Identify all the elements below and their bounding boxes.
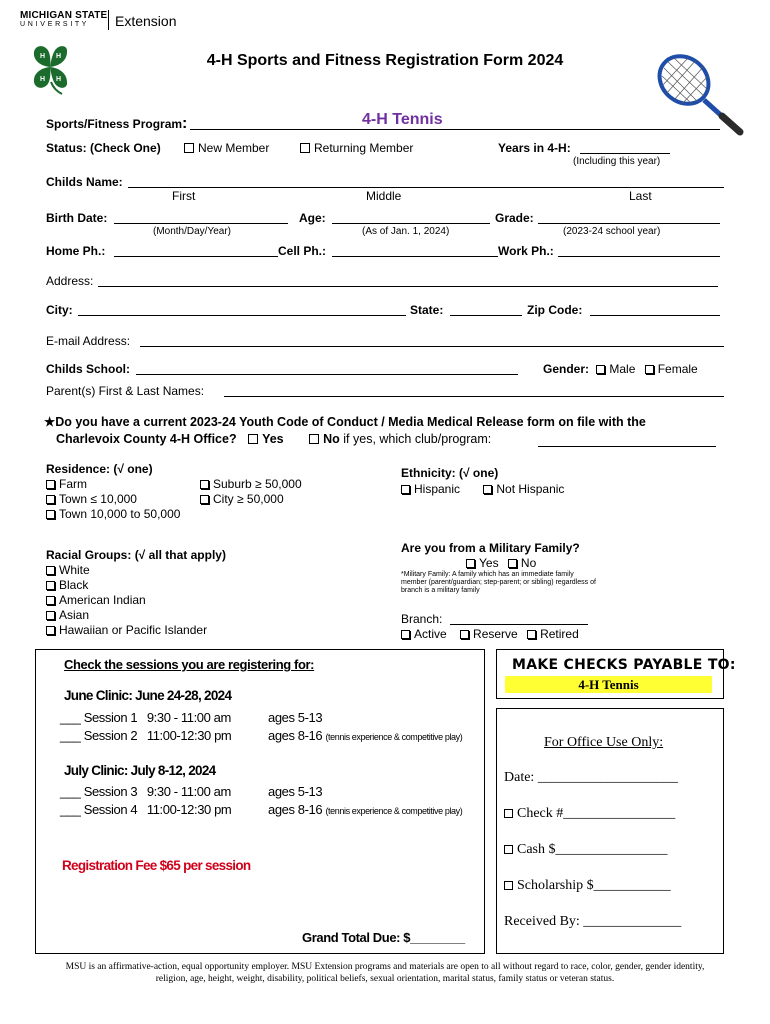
parents-label: Parent(s) First & Last Names: xyxy=(46,384,205,398)
office-check[interactable]: Check #________________ xyxy=(504,806,675,822)
june-clinic-title: June Clinic: June 24-28, 2024 xyxy=(64,688,232,703)
conduct-question: ★Do you have a current 2023-24 Youth Code of Conduct / Media Medical Release form on file with the xyxy=(44,415,646,429)
years-label: Years in 4-H: xyxy=(498,141,571,155)
gender-label: Gender: xyxy=(543,362,590,376)
email-field[interactable] xyxy=(140,334,724,347)
male-label: Male xyxy=(609,362,636,376)
state-label: State: xyxy=(410,303,444,317)
session-4-ages: ages 8-16 (tennis experience & competitive play) xyxy=(268,802,463,817)
svg-text:H: H xyxy=(40,76,46,83)
program-label: Sports/Fitness Program xyxy=(46,117,183,131)
school-field[interactable] xyxy=(136,362,518,375)
military-options: Yes No xyxy=(466,556,536,570)
retired-checkbox[interactable] xyxy=(527,630,536,639)
last-note: Last xyxy=(629,189,652,203)
reserve-checkbox[interactable] xyxy=(460,630,469,639)
parents-field[interactable] xyxy=(224,384,724,397)
residence-city[interactable]: City ≥ 50,000 xyxy=(200,492,284,506)
cell-phone-label: Cell Ph.: xyxy=(278,244,327,258)
logo-divider xyxy=(108,10,109,30)
checks-payable-label: MAKE CHECKS PAYABLE TO: xyxy=(512,657,736,673)
racial-item[interactable]: American Indian xyxy=(46,593,207,608)
page-title: 4-H Sports and Fitness Registration Form 2024 xyxy=(206,52,564,69)
middle-note: Middle xyxy=(366,189,402,203)
ethnicity-label: Ethnicity: (√ one) xyxy=(401,466,499,480)
office-scholarship[interactable]: Scholarship $___________ xyxy=(504,878,671,894)
session-3-row[interactable]: ___ Session 3 9:30 - 11:00 am xyxy=(60,784,231,799)
svg-text:H: H xyxy=(40,53,46,60)
address-field[interactable] xyxy=(98,274,718,287)
residence-label: Residence: (√ one) xyxy=(46,462,153,476)
office-date[interactable]: Date: ____________________ xyxy=(504,770,678,785)
office-cash-checkbox[interactable] xyxy=(504,845,513,854)
zip-field[interactable] xyxy=(590,303,720,316)
military-yes-checkbox[interactable] xyxy=(466,559,475,568)
session-2-ages: ages 8-16 (tennis experience & competitive play) xyxy=(268,728,463,743)
military-note: *Military Family: A family which has an immediate family member (parent/guardian; step-parent; or sibling) regardless of branch is a military family xyxy=(401,571,596,594)
grade-note: (2023-24 school year) xyxy=(563,226,661,237)
grade-field[interactable] xyxy=(538,211,720,224)
program-field[interactable] xyxy=(190,112,720,130)
childs-name-field[interactable] xyxy=(128,175,724,188)
star-icon: ★ xyxy=(44,415,56,429)
age-field[interactable] xyxy=(332,211,490,224)
age-note: (As of Jan. 1, 2024) xyxy=(362,226,450,237)
email-label: E-mail Address: xyxy=(46,334,131,348)
residence-farm[interactable]: Farm xyxy=(46,477,87,491)
birth-label: Birth Date: xyxy=(46,211,108,225)
returning-member-option[interactable]: Returning Member xyxy=(300,141,413,155)
office-check-checkbox[interactable] xyxy=(504,809,513,818)
work-phone-label: Work Ph.: xyxy=(498,244,554,258)
session-4-row[interactable]: ___ Session 4 11:00-12:30 pm xyxy=(60,802,232,817)
racial-item[interactable]: Black xyxy=(46,578,207,593)
conduct-answer-row: Charlevoix County 4-H Office? Yes No if yes, which club/program: xyxy=(56,432,492,446)
new-member-option[interactable]: New Member xyxy=(184,141,269,155)
footer-disclaimer: MSU is an affirmative-action, equal opportunity employer. MSU Extension programs and materials are open to all without regard to race, color, gender, gender identity, religion, age, height, weight, disability, political beliefs, sexual orientation, marital status, family status or veteran status. xyxy=(65,962,705,984)
msu-name: MICHIGAN STATE xyxy=(20,10,108,21)
branch-options: Active Reserve Retired xyxy=(401,627,579,641)
new-member-checkbox[interactable] xyxy=(184,143,194,153)
session-2-row[interactable]: ___ Session 2 11:00-12:30 pm xyxy=(60,728,232,743)
club-program-field[interactable] xyxy=(538,434,716,447)
svg-text:H: H xyxy=(56,76,62,83)
racial-label: Racial Groups: (√ all that apply) xyxy=(46,548,226,562)
session-1-row[interactable]: ___ Session 1 9:30 - 11:00 am xyxy=(60,710,231,725)
program-value: 4-H Tennis xyxy=(362,111,443,128)
childs-name-label: Childs Name: xyxy=(46,175,123,189)
school-label: Childs School: xyxy=(46,362,130,376)
july-clinic-title: July Clinic: July 8-12, 2024 xyxy=(64,763,216,778)
racial-item[interactable]: Hawaiian or Pacific Islander xyxy=(46,623,207,638)
years-field[interactable] xyxy=(580,141,670,154)
registration-fee: Registration Fee $65 per session xyxy=(62,858,251,873)
zip-label: Zip Code: xyxy=(527,303,583,317)
residence-suburb[interactable]: Suburb ≥ 50,000 xyxy=(200,477,302,491)
office-scholarship-checkbox[interactable] xyxy=(504,881,513,890)
active-checkbox[interactable] xyxy=(401,630,410,639)
status-label: Status: (Check One) xyxy=(46,141,161,155)
years-note: (Including this year) xyxy=(573,156,661,167)
birth-field[interactable] xyxy=(114,211,288,224)
hispanic-label: Hispanic xyxy=(414,482,461,496)
male-checkbox[interactable] xyxy=(596,365,605,374)
svg-text:H: H xyxy=(56,53,62,60)
city-field[interactable] xyxy=(78,303,406,316)
racial-item[interactable]: Asian xyxy=(46,608,207,623)
office-cash[interactable]: Cash $________________ xyxy=(504,842,668,858)
military-label: Are you from a Military Family? xyxy=(401,541,580,555)
office-received[interactable]: Received By: ______________ xyxy=(504,914,682,929)
birth-note: (Month/Day/Year) xyxy=(153,226,231,237)
grand-total[interactable]: Grand Total Due: $________ xyxy=(302,930,465,945)
female-label: Female xyxy=(657,362,698,376)
first-note: First xyxy=(172,189,196,203)
female-checkbox[interactable] xyxy=(645,365,654,374)
program-row: Sports/Fitness Program: xyxy=(46,115,188,132)
ethnicity-options xyxy=(401,482,564,496)
checks-payee: 4-H Tennis xyxy=(505,676,712,693)
racial-item[interactable]: White xyxy=(46,563,207,578)
conduct-no-label: No xyxy=(323,432,340,446)
session-3-ages: ages 5-13 xyxy=(268,784,323,799)
msu-university: U N I V E R S I T Y xyxy=(20,21,87,28)
residence-town-small[interactable]: Town ≤ 10,000 xyxy=(46,492,137,506)
returning-member-checkbox[interactable] xyxy=(300,143,310,153)
gender-group xyxy=(543,362,698,376)
session-1-ages: ages 5-13 xyxy=(268,710,323,725)
conduct-yes-label: Yes xyxy=(262,432,284,446)
conduct-no-checkbox[interactable] xyxy=(309,434,319,444)
city-label: City: xyxy=(46,303,73,317)
home-phone-label: Home Ph.: xyxy=(46,244,106,258)
work-phone-field[interactable] xyxy=(558,244,720,257)
home-phone-field[interactable] xyxy=(114,244,278,257)
address-label: Address: xyxy=(46,274,94,288)
branch-label: Branch: xyxy=(401,612,443,626)
conduct-yes-checkbox[interactable] xyxy=(248,434,258,444)
office-use-title: For Office Use Only: xyxy=(544,735,664,750)
extension-label: Extension xyxy=(115,13,177,29)
not-hispanic-checkbox[interactable] xyxy=(483,485,492,494)
grade-label: Grade: xyxy=(495,211,534,225)
sessions-header: Check the sessions you are registering for: xyxy=(64,657,315,672)
age-label: Age: xyxy=(299,211,326,225)
military-no-checkbox[interactable] xyxy=(508,559,517,568)
state-field[interactable] xyxy=(450,303,522,316)
residence-town-mid[interactable]: Town 10,000 to 50,000 xyxy=(46,507,180,521)
cell-phone-field[interactable] xyxy=(332,244,498,257)
not-hispanic-label: Not Hispanic xyxy=(496,482,565,496)
hispanic-checkbox[interactable] xyxy=(401,485,410,494)
racial-list xyxy=(46,563,207,638)
branch-field[interactable] xyxy=(450,612,588,625)
